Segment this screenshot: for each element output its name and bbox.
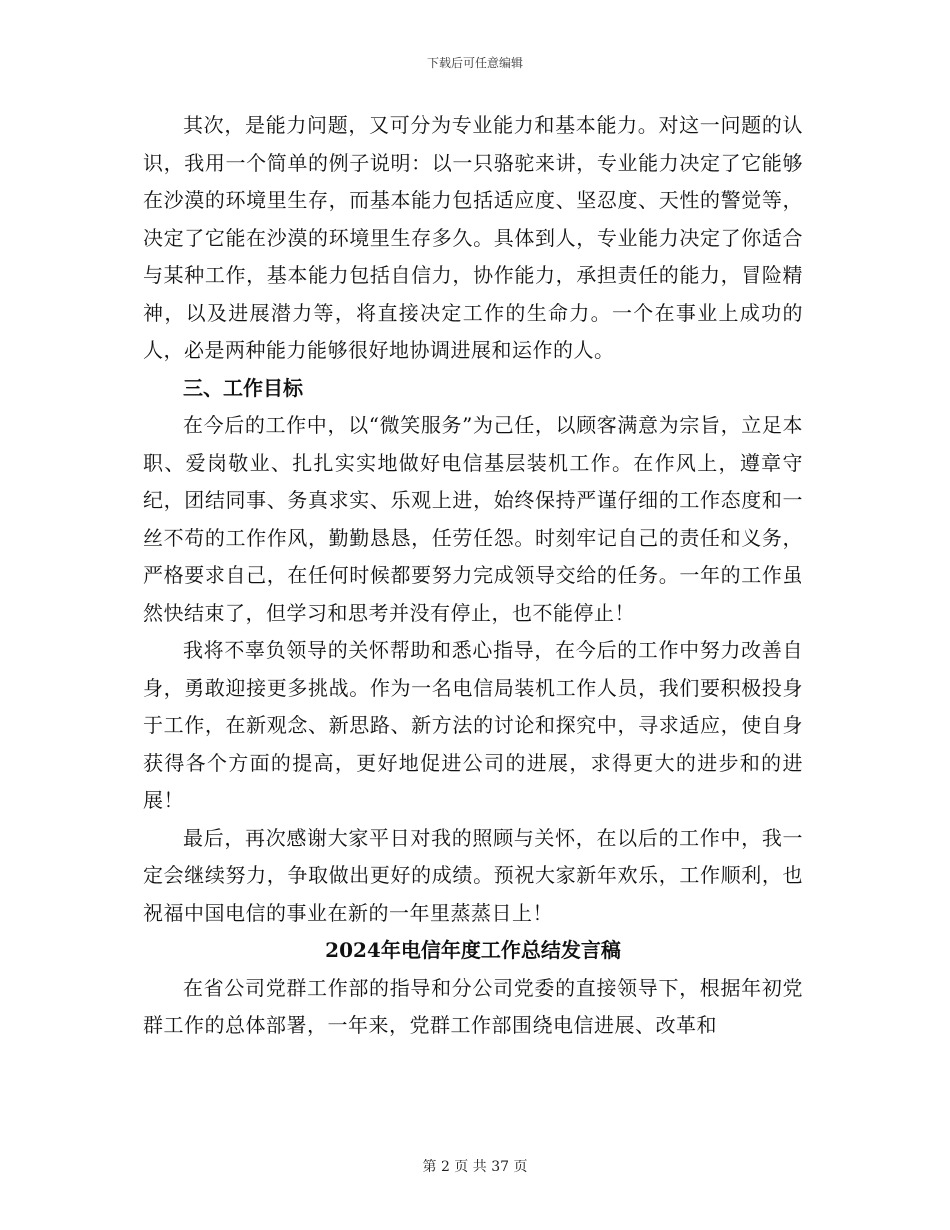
paragraph-work-goals: 在今后的工作中，以“微笑服务”为己任，以顾客满意为宗旨，立足本职、爱岗敬业、扎扎实实地做好电信基层装机工作。在作风上，遵章守纪，团结同事、务真求实、乐观上进，始终保持严谨仔细的工作态度和一丝不苟的工作作风，勤勤恳恳，任劳任怨。时刻牢记自己的责任和义务，严格要求自己，在任何时候都要努力完成领导交给的任务。一年的工作虽然快结束了，但学习和思考并没有停止，也不能停止！ xyxy=(143,413,803,625)
paragraph-thanks: 最后，再次感谢大家平日对我的照顾与关怀，在以后的工作中，我一定会继续努力，争取做出更好的成绩。预祝大家新年欢乐，工作顺利，也祝福中国电信的事业在新的一年里蒸蒸日上！ xyxy=(143,825,803,925)
paragraph-ability: 其次，是能力问题，又可分为专业能力和基本能力。对这一问题的认识，我用一个简单的例子说明：以一只骆驼来讲，专业能力决定了它能够在沙漠的环境里生存，而基本能力包括适应度、坚忍度、天性的警觉等，决定了它能在沙漠的环境里生存多久。具体到人，专业能力决定了你适合与某种工作，基本能力包括自信力，协作能力，承担责任的能力，冒险精神，以及进展潜力等，将直接决定工作的生命力。一个在事业上成功的人，必是两种能力能够很好地协调进展和运作的人。 xyxy=(143,113,803,362)
page-number: 第 2 页 共 37 页 xyxy=(422,1159,528,1175)
section-heading-work-goals: 三、工作目标 xyxy=(183,375,303,400)
page-header: 下载后可任意编辑 xyxy=(426,56,523,70)
document-body xyxy=(143,107,803,1045)
paragraph-intro: 在省公司党群工作部的指导和分公司党委的直接领导下，根据年初党群工作的总体部署，一年来，党群工作部围绕电信进展、改革和 xyxy=(143,975,803,1037)
document-title: 2024年电信年度工作总结发言稿 xyxy=(325,938,621,962)
paragraph-commitment: 我将不辜负领导的关怀帮助和悉心指导，在今后的工作中努力改善自身，勇敢迎接更多挑战。作为一名电信局装机工作人员，我们要积极投身于工作，在新观念、新思路、新方法的讨论和探究中，寻求适应，使自身获得各个方面的提高，更好地促进公司的进展，求得更大的进步和的进展！ xyxy=(143,638,803,812)
